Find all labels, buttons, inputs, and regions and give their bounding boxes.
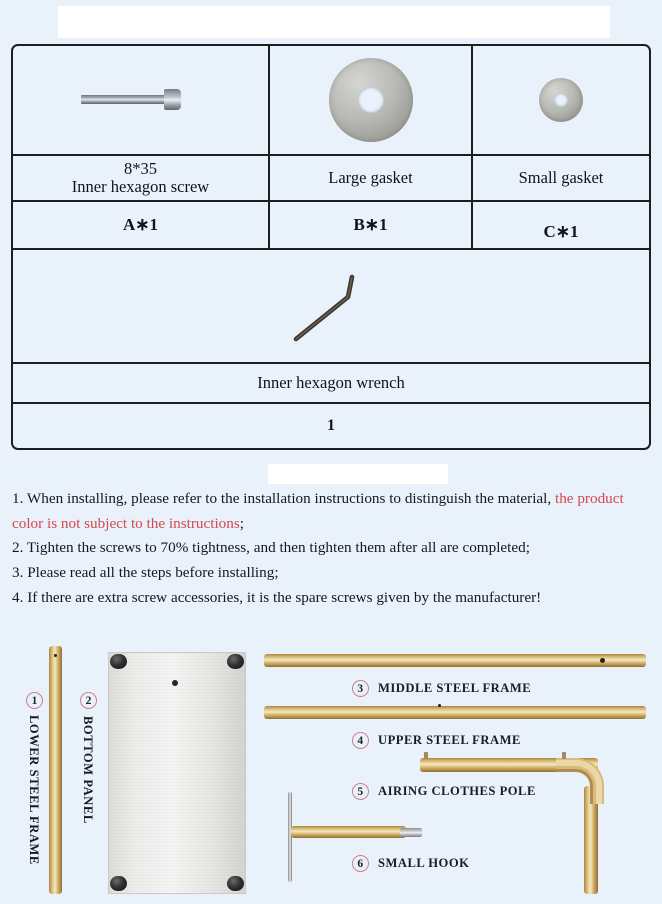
lower-steel-frame-hole	[54, 654, 57, 657]
wrench-quantity: 1	[327, 417, 335, 434]
installation-notes	[12, 487, 652, 610]
legend-label-5: AIRING CLOTHES POLE	[378, 784, 536, 798]
legend-item-6	[352, 855, 469, 872]
legend-label-6: SMALL HOOK	[378, 856, 470, 870]
figure-label-lower-steel-frame: LOWER STEEL FRAME	[27, 715, 41, 865]
wrench-name: Inner hexagon wrench	[257, 373, 405, 392]
top-blank-banner	[58, 6, 610, 38]
parts-image-row	[13, 46, 649, 156]
wrench-quantity-row	[13, 404, 649, 448]
part-c-image-cell	[473, 46, 649, 154]
pole-elbow	[556, 758, 604, 804]
figure-marker-2: 2	[80, 692, 97, 709]
note-1-suffix: ;	[239, 514, 245, 532]
parts-figure	[0, 640, 662, 904]
allen-wrench-icon	[286, 261, 376, 351]
upper-steel-frame-hole	[438, 704, 441, 707]
middle-steel-frame-graphic	[264, 654, 646, 667]
middle-steel-frame-hole	[600, 658, 605, 663]
panel-foot-tr	[227, 654, 244, 669]
panel-foot-br	[227, 876, 244, 891]
wrench-image-cell	[13, 250, 649, 362]
note-1-highlight: the product color is not subject to the instructions	[12, 490, 624, 532]
part-a-image-cell	[13, 46, 270, 154]
note-item-2: 2. Tighten the screws to 70% tightness, and then tighten them after all are completed;	[12, 539, 530, 557]
panel-foot-tl	[110, 654, 127, 669]
part-b-image-cell	[270, 46, 473, 154]
part-b-name-cell: Large gasket	[270, 156, 473, 200]
legend-item-4	[352, 732, 521, 749]
figure-marker-1: 1	[26, 692, 43, 709]
legend-label-3: MIDDLE STEEL FRAME	[378, 681, 532, 695]
part-b-quantity: B∗1	[270, 202, 473, 248]
small-hook-shaft	[291, 826, 406, 838]
parts-name-row	[13, 156, 649, 202]
lower-steel-frame-graphic	[49, 646, 62, 894]
part-c-quantity: C∗1	[543, 222, 579, 241]
part-c-name-cell: Small gasket	[518, 167, 604, 187]
legend-marker-5: 5	[352, 783, 369, 800]
hex-socket-screw-icon	[81, 87, 201, 113]
large-washer-icon	[329, 58, 413, 142]
small-hook-tip	[400, 828, 422, 837]
note-item-1	[12, 487, 652, 536]
bottom-panel-graphic	[108, 652, 246, 894]
part-a-name-line2: Inner hexagon screw	[71, 177, 210, 196]
small-washer-icon	[539, 78, 583, 122]
legend-marker-3: 3	[352, 680, 369, 697]
figure-label-bottom-panel: BOTTOM PANEL	[81, 716, 95, 824]
upper-steel-frame-graphic	[264, 706, 646, 719]
part-a-quantity: A∗1	[13, 202, 270, 248]
parts-table	[11, 44, 651, 450]
legend-marker-6: 6	[352, 855, 369, 872]
middle-blank-banner	[268, 464, 448, 484]
part-a-name-cell	[13, 156, 270, 200]
wrench-name-row	[13, 364, 649, 404]
parts-quantity-row	[13, 202, 649, 250]
legend-label-4: UPPER STEEL FRAME	[378, 733, 521, 747]
panel-foot-bl	[110, 876, 127, 891]
legend-marker-4: 4	[352, 732, 369, 749]
legend-item-3	[352, 680, 531, 697]
note-item-3: 3. Please read all the steps before installing;	[12, 563, 279, 581]
panel-center-hole	[172, 680, 178, 686]
legend-item-5	[352, 783, 536, 800]
wrench-image-row	[13, 250, 649, 364]
note-1-prefix: 1. When installing, please refer to the installation instructions to distinguish the material,	[12, 490, 555, 507]
part-a-name-line1: 8*35	[123, 158, 157, 178]
note-item-4: 4. If there are extra screw accessories, it is the spare screws given by the manufacturer!	[12, 588, 542, 606]
